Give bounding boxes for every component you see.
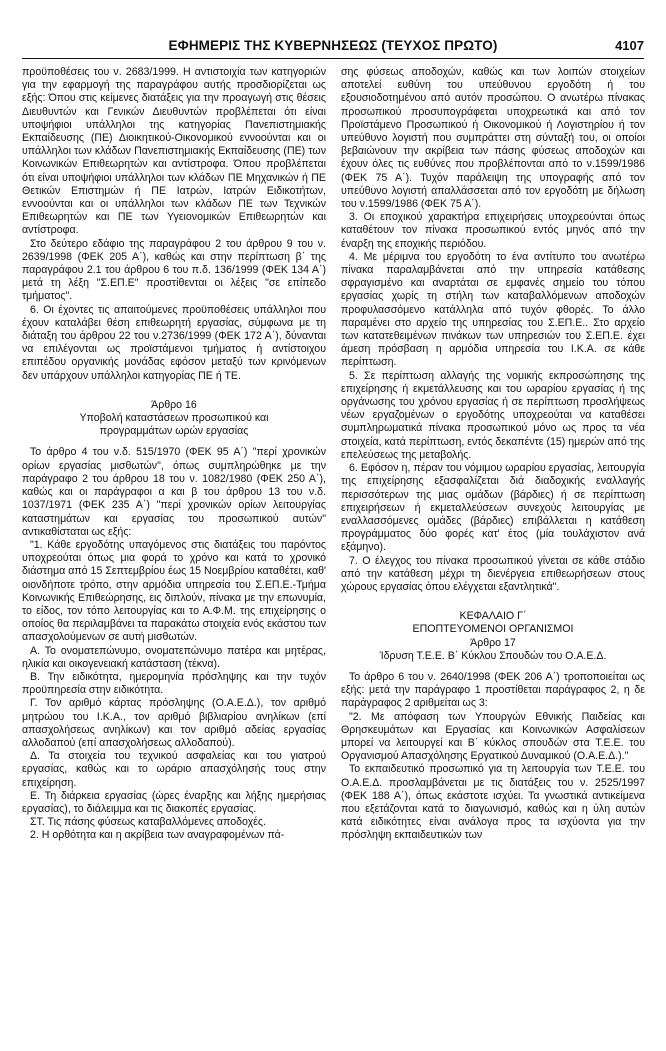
article-17-title: Ίδρυση Τ.Ε.Ε. Β΄ Κύκλου Σπουδών του Ο.Α.Ε.Δ. (379, 649, 607, 662)
chapter-heading: ΚΕΦΑΛΑΙΟ Γ΄ (459, 610, 527, 623)
page-number: 4107 (615, 38, 644, 53)
article-16-title-line-2: προγραμμάτων ωρών εργασίας (99, 425, 249, 438)
paragraph: "1. Κάθε εργοδότης υπαγόμενος στις διατάξεις του παρόντος υποχρεούται όπως μια φορά το χρόνο και κατά το χρονικό διάστημα από 15 Σεπτεμβρίου έως 15 Νοεμβρίου καταθέτει, καθ' οιονδήποτε τρόπο, στην αρμόδια υπηρεσία του Σ.ΕΠ.Ε.-Τμήμα Κοινωνικής Επιθεώρησης, εις διπλούν, πίνακα με την επωνυμία, το είδος, τον τόπο λειτουργίας και το Α.Φ.Μ. της επιχείρησης ο οποίος θα περιλαμβάνει τα παρακάτω στοιχεία ενός εκάστου των απασχολούμενων σε αυτή μισθωτών. (22, 538, 326, 644)
paragraph: Γ. Τον αριθμό κάρτας πρόσληψης (Ο.Α.Ε.Δ.), τον αριθμό μητρώου του Ι.Κ.Α., τον αριθμό βιβλιαρίου ανηλίκων (επί απασχολήσεως ανηλίκων) και τον αριθμό αδείας εργασίας αλλοδαπού (επί απασχολήσεως αλλοδαπού). (22, 697, 326, 749)
paragraph: 3. Οι εποχικού χαρακτήρα επιχειρήσεις υποχρεούνται όπως καταθέτουν τον πίνακα προσωπικού εντός μηνός από την έναρξη της εποχικής περιόδου. (341, 211, 645, 250)
paragraph: 2. Η ορθότητα και η ακρίβεια των αναγραφομένων πά- (30, 829, 285, 842)
paragraph: 4. Με μέριμνα του εργοδότη το ένα αντίτυπο του ανωτέρω πίνακα παραλαμβάνεται από την υπηρεσία κατάθεσης σφραγισμένο και αναρτάται σε εμφανές σημείο του τόπου εργασίας χωρίς τη στήλη των καταβαλλόμενων αποδοχών προφυλασσόμενο κατάλληλα από τυχόν φθορές. Το άλλο παραμένει στο αρχείο της υπηρεσίας του Σ.ΕΠ.Ε.. Στο αρχείο των κατατεθειμένων πινάκων των υπηρεσιών του Σ.ΕΠ.Ε. έχει άμεση πρόσβαση η αρμόδια υπηρεσία του Ι.Κ.Α. σε κάθε περίπτωση. (341, 250, 645, 369)
paragraph: Το άρθρο 6 του ν. 2640/1998 (ΦΕΚ 206 Α΄) τροποποιείται ως εξής: μετά την παράγραφο 1 προστίθεται παράγραφος 2, η δε παράγραφος 2 αριθμείται ως 3: (341, 670, 645, 710)
article-17-heading: Άρθρο 17 (470, 636, 516, 649)
paragraph: 6. Εφόσον η, πέραν του νόμιμου ωραρίου εργασίας, λειτουργία της επιχείρησης εξασφαλίζεται διά διαδοχικής εναλλαγής περισσότερων της μιας ομάδων (βάρδιες) ή σε περίπτωση επιχειρήσεων ή εκμεταλλεύσεων συνεχούς λειτουργίας με εναλλασσόμενες ομάδες (βάρδιες) επιβάλλεται η κατάθεση προγράμματος δύο φορές κατ' έτος (μία τουλάχιστον ανά εξάμηνο). (341, 462, 645, 554)
paragraph: Α. Το ονοματεπώνυμο, ονοματεπώνυμο πατέρα και μητέρας, ηλικία και οικογενειακή κατάσταση (τέκνα). (22, 644, 326, 670)
paragraph: Στο δεύτερο εδάφιο της παραγράφου 2 του άρθρου 9 του ν. 2639/1998 (ΦΕΚ 205 Α΄), καθώς και στην περίπτωση β΄ της παραγράφου 2.1 του άρθρου 6 του π.δ. 136/1999 (ΦΕΚ 134 Α΄) μετά τη λέξη "Σ.ΕΠ.Ε" προστίθενται οι λέξεις "σε επίπεδο τμήματος". (22, 237, 326, 303)
paragraph: σης φύσεως αποδοχών, καθώς και των λοιπών στοιχείων αποτελεί ευθύνη του υπεύθυνου εργοδότη ή του εξουσιοδοτημένου από αυτόν προσώπου. Ο ανωτέρω πίνακας προσωπικού προσυπογράφεται υποχρεωτικά και από τον Προϊστάμενο Προσωπικού ή Οικονομικού ή Λογιστηρίου ή τον υπεύθυνο λογιστή που συμπράττει στη σύνταξή του, οι οποίοι βεβαιώνουν την ακρίβεια των πάσης φύσεως αποδοχών και έχουν όλες τις ευθύνες που προβλέπονται από το ν.1599/1986 (ΦΕΚ 75 Α΄). Τυχόν παράλειψη της υπογραφής από τον υπεύθυνο λογιστή απαλλάσσεται από τον εργοδότη με δήλωση του ν.1599/1986 (ΦΕΚ 75 Α΄). (341, 66, 645, 211)
paragraph: Β. Την ειδικότητα, ημερομηνία πρόσληψης και την τυχόν προϋπηρεσία στην ειδικότητα. (22, 670, 326, 697)
article-16-title-line-1: Υποβολή καταστάσεων προσωπικού και (79, 412, 269, 425)
gazette-title: ΕΦΗΜΕΡΙΣ ΤΗΣ ΚΥΒΕΡΝΗΣΕΩΣ (ΤΕΥΧΟΣ ΠΡΩΤΟ) (168, 38, 498, 53)
article-16-heading: Άρθρο 16 (151, 398, 197, 411)
chapter-title: ΕΠΟΠΤΕΥΟΜΕΝΟΙ ΟΡΓΑΝΙΣΜΟΙ (412, 623, 574, 636)
left-column (22, 66, 326, 843)
header-rule (22, 58, 644, 59)
page-header (22, 24, 644, 58)
paragraph: 5. Σε περίπτωση αλλαγής της νομικής εκπροσώπησης της επιχείρησης ή εκμετάλλευσης και του ωραρίου εργασίας ή της οργάνωσης του χρόνου εργασίας ή σε περίπτωση προσλήψεως νέων εργαζομένων ο εργοδότης υποχρεούται να καταθέσει συμπληρωματικά πίνακα προσωπικού μόνο ως προς τα νέα στοιχεία, κατά περίπτωση, εντός δεκαπέντε (15) ημερών από της επελεύσεως της μεταβολής. (341, 369, 645, 461)
paragraph: προϋποθέσεις του ν. 2683/1999. Η αντιστοιχία των κατηγοριών για την εφαρμογή της παραγράφου αυτής προσδιορίζεται ως εξής: Όπου στις κείμενες διατάξεις για την προαγωγή στις θέσεις Διευθυντών και Γενικών Διευθυντών προβλέπεται ότι είναι υποψήφιοι υπάλληλοι της κατηγορίας Πανεπιστημιακής Εκπαίδευσης (ΠΕ) Διοικητικού-Οικονομικού εννοούνται και οι υπάλληλοι των κλάδων Πανεπιστημιακής Εκπαίδευσης (ΠΕ) των Κοινωνικών Επιθεωρητών και αντίστροφα. Όπου προβλέπεται ότι είναι υποψήφιοι υπάλληλοι των κλάδων ΠΕ Μηχανικών ή ΠΕ Θετικών Επιστημών ή ΠΕ Ιατρών, Ιατρών Ειδικοτήτων, εννοούνται και οι υπάλληλοι των κλάδων ΠΕ των Τεχνικών Επιθεωρητών και ΠΕ των Υγειονομικών Επιθεωρητών και αντίστροφα. (22, 66, 326, 237)
paragraph: Το άρθρο 4 του ν.δ. 515/1970 (ΦΕΚ 95 Α΄) "περί χρονικών ορίων εργασίας μισθωτών", όπως συμπληρώθηκε με την παράγραφο 2 του άρθρου 18 του ν. 1082/1980 (ΦΕΚ 250 Α΄), καθώς και οι παράγραφοι α και β του άρθρου 13 του ν.δ. 1037/1971 (ΦΕΚ 235 Α΄) "περί χρονικών ορίων λειτουργίας καταστημάτων και εργασίας του προσωπικού αυτών" αντικαθίσταται ως εξής: (22, 446, 326, 538)
paragraph: ΣΤ. Τις πάσης φύσεως καταβαλλόμενες αποδοχές. (30, 816, 266, 829)
paragraph: 6. Οι έχοντες τις απαιτούμενες προϋποθέσεις υπάλληλοι που έχουν καταλάβει θέση επιθεωρητή εργασίας, σύμφωνα με τη διάταξη του άρθρου 22 του ν.2736/1999 (ΦΕΚ 172 Α΄), δύνανται να επιλέγονται ως προϊστάμενοι τμήματος ή αντίστοιχου επιπέδου οργανικής μονάδας εφόσον μεταξύ των κρινόμενων δεν υπάρχουν υπάλληλοι κατηγορίας ΠΕ ή ΤΕ. (22, 303, 326, 382)
paragraph: 7. Ο έλεγχος του πίνακα προσωπικού γίνεται σε κάθε στάδιο από την κατάθεση μέχρι τη διενέργεια επιθεωρήσεων στους χώρους εργασίας όπου ελέγχεται εξαντλητικά". (341, 554, 645, 593)
right-column (341, 66, 645, 843)
paragraph: "2. Με απόφαση των Υπουργών Εθνικής Παιδείας και Θρησκευμάτων και Εργασίας και Κοινωνικών Ασφαλίσεων μπορεί να λειτουργεί και Β΄ κύκλος σπουδών στα Τ.Ε.Ε. του Οργανισμού Απασχόλησης Εργατικού Δυναμικού (Ο.Α.Ε.Δ.)." (341, 710, 645, 763)
paragraph: Δ. Τα στοιχεία του τεχνικού ασφαλείας και του γιατρού εργασίας, καθώς και το ωράριο απασχόλησής τους στην επιχείρηση. (22, 750, 326, 789)
paragraph: Ε. Τη διάρκεια εργασίας (ώρες έναρξης και λήξης ημερήσιας εργασίας), το διάλειμμα και τις διακοπές εργασίας. (22, 789, 326, 815)
paragraph: Το εκπαιδευτικό προσωπικό για τη λειτουργία των Τ.Ε.Ε. του Ο.Α.Ε.Δ. προσλαμβάνεται με τις διατάξεις του ν. 2525/1997 (ΦΕΚ 188 Α΄), όπως εκάστοτε ισχύει. Τα γνωστικά αντικείμενα που εξετάζονται κατά το διαγωνισμό, καθώς και η ύλη αυτών κατά ειδικότητες είναι ανάλογα προς τα ισχύοντα για την πρόσληψη εκπαιδευτικών των (341, 763, 645, 842)
